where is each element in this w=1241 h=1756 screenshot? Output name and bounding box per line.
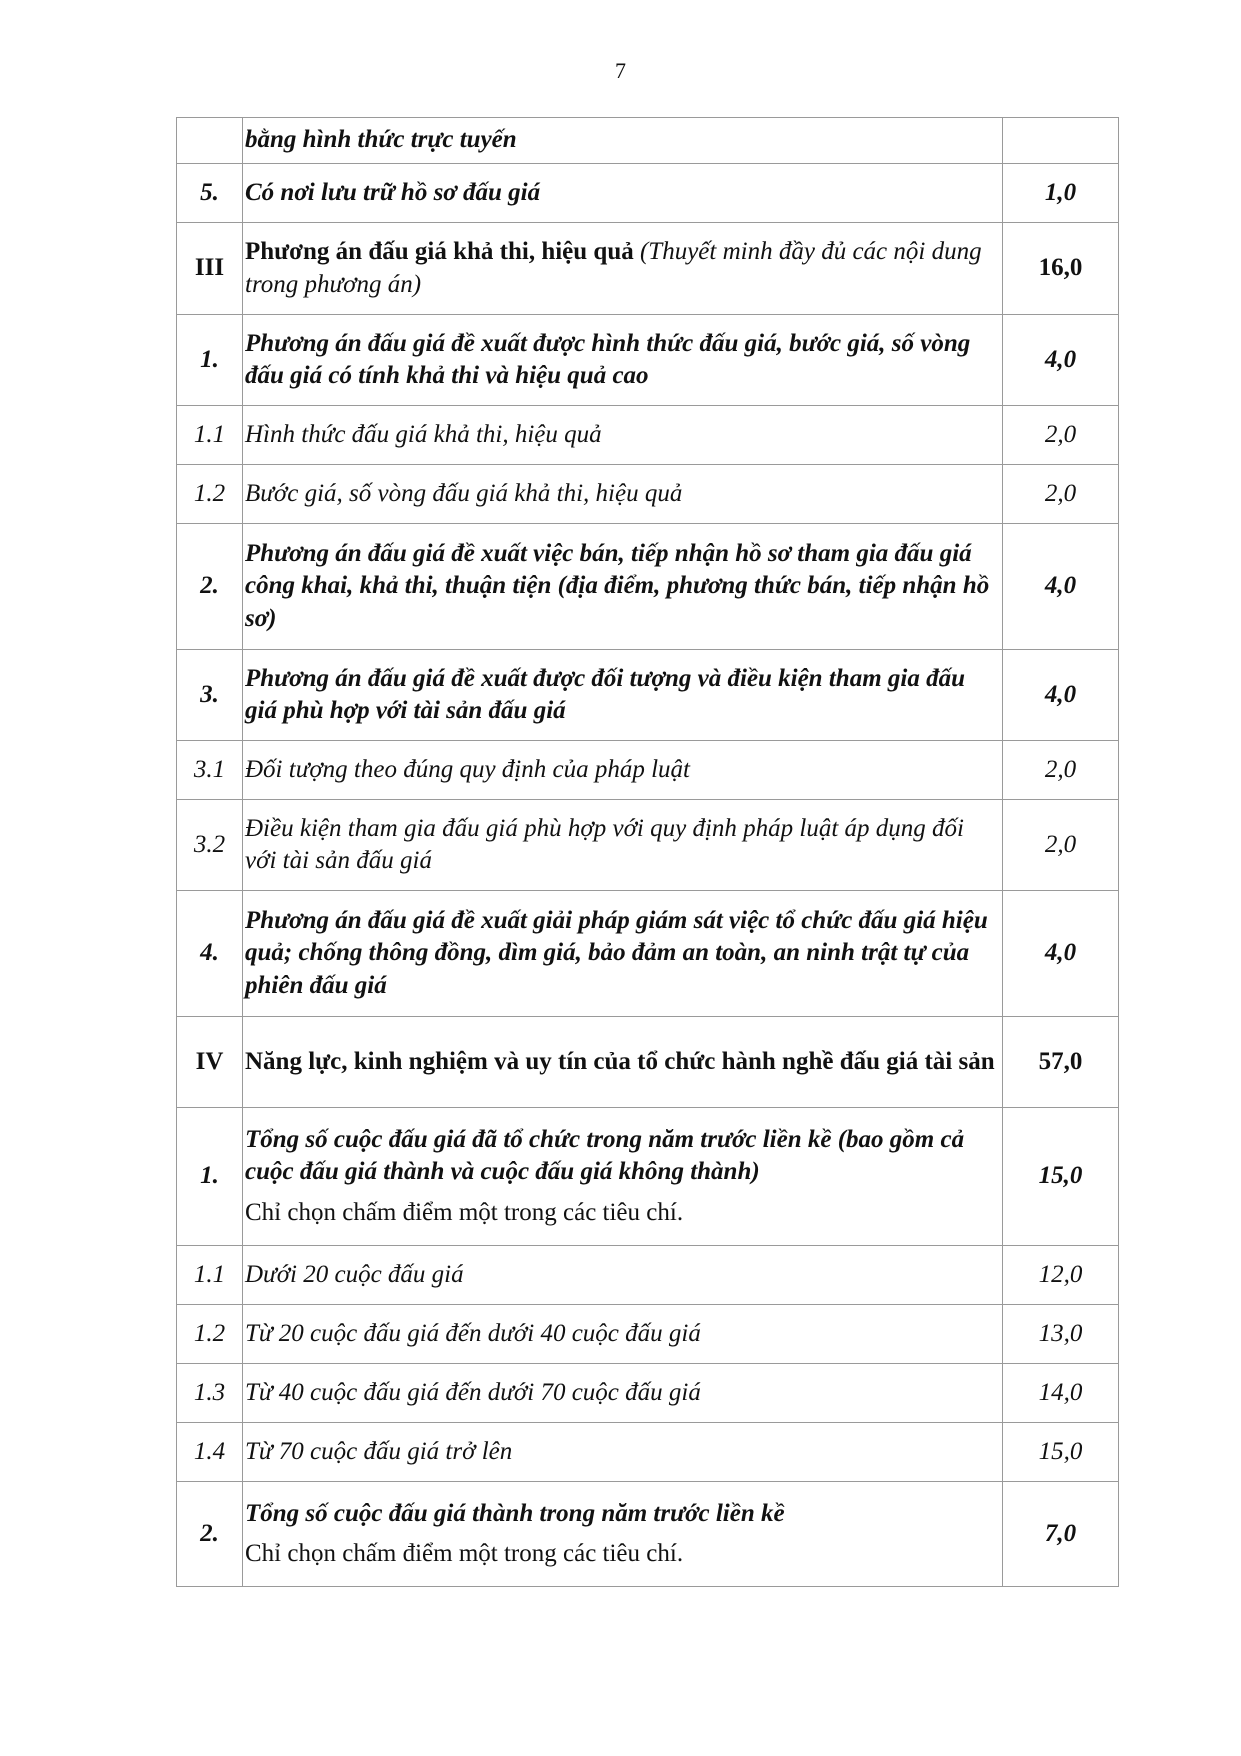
row-index: 3. [177,650,243,741]
criteria-text: Phương án đấu giá đề xuất giải pháp giám sát việc tổ chức đấu giá hiệu quả; chống thông đồng, dìm giá, bảo đảm an toàn, an ninh trật tự của phiên đấu giá [245,906,988,999]
row-points: 16,0 [1003,223,1119,315]
row-points: 2,0 [1003,465,1119,524]
row-index: 2. [177,524,243,650]
criteria-note: Chỉ chọn chấm điểm một trong các tiêu chí. [245,1198,684,1226]
row-points: 14,0 [1003,1364,1119,1423]
row-index: IV [177,1017,243,1108]
row-points: 15,0 [1003,1108,1119,1246]
scoring-table [176,117,1119,1587]
row-criteria [243,315,1003,406]
row-criteria [243,465,1003,524]
table-row [177,891,1119,1017]
criteria-text: Bước giá, số vòng đấu giá khả thi, hiệu quả [245,479,683,507]
criteria-note: Chỉ chọn chấm điểm một trong các tiêu chí. [245,1540,684,1567]
row-index: 1.2 [177,465,243,524]
row-points: 15,0 [1003,1423,1119,1482]
table-row [177,1246,1119,1305]
row-points: 1,0 [1003,164,1119,223]
row-points: 2,0 [1003,406,1119,465]
row-index: 1. [177,315,243,406]
scoring-table-body [177,118,1119,1587]
table-row [177,650,1119,741]
row-index: 3.1 [177,741,243,800]
row-index: 1.4 [177,1423,243,1482]
criteria-text: Phương án đấu giá đề xuất được đối tượng và điều kiện tham gia đấu giá phù hợp với tài sản đấu giá [245,664,965,724]
row-points: 57,0 [1003,1017,1119,1108]
criteria-text: Phương án đấu giá khả thi, hiệu quả [245,238,634,265]
row-points: 4,0 [1003,891,1119,1017]
row-index: 1.1 [177,1246,243,1305]
criteria-text: bằng hình thức trực tuyến [245,126,517,154]
criteria-text: Từ 40 cuộc đấu giá đến dưới 70 cuộc đấu giá [245,1378,701,1406]
criteria-text: Tổng số cuộc đấu giá đã tổ chức trong năm trước liền kề (bao gồm cả cuộc đấu giá thành và cuộc đấu giá không thành) [245,1125,965,1186]
table-row [177,1017,1119,1108]
table-row [177,164,1119,223]
row-criteria [243,1364,1003,1423]
row-index: 3.2 [177,800,243,891]
row-criteria [243,891,1003,1017]
row-criteria [243,406,1003,465]
row-index: 1.2 [177,1305,243,1364]
table-row [177,1482,1119,1587]
row-index: 1.3 [177,1364,243,1423]
row-criteria [243,1305,1003,1364]
criteria-text: Điều kiện tham gia đấu giá phù hợp với quy định pháp luật áp dụng đối với tài sản đấu giá [245,814,964,874]
table-row [177,1108,1119,1246]
row-index [177,118,243,164]
table-row [177,223,1119,315]
criteria-text: Từ 70 cuộc đấu giá trở lên [245,1437,513,1465]
criteria-text: Có nơi lưu trữ hồ sơ đấu giá [245,178,541,206]
row-points: 13,0 [1003,1305,1119,1364]
row-criteria [243,223,1003,315]
table-row [177,1305,1119,1364]
row-points: 4,0 [1003,315,1119,406]
criteria-explanation: (Thuyết minh đầy đủ các nội dung trong phương án) [245,238,982,298]
table-row [177,1364,1119,1423]
row-index: 4. [177,891,243,1017]
criteria-text: Hình thức đấu giá khả thi, hiệu quả [245,420,602,448]
table-row [177,524,1119,650]
row-index: 1.1 [177,406,243,465]
row-criteria [243,1108,1003,1246]
table-row [177,465,1119,524]
row-criteria [243,164,1003,223]
table-row [177,1423,1119,1482]
row-index: 1. [177,1108,243,1246]
row-points: 2,0 [1003,800,1119,891]
row-criteria [243,800,1003,891]
row-criteria [243,1017,1003,1108]
row-criteria [243,1423,1003,1482]
criteria-text: Đối tượng theo đúng quy định của pháp luật [245,755,690,783]
criteria-text: Năng lực, kinh nghiệm và uy tín của tổ chức hành nghề đấu giá tài sản [245,1047,995,1075]
row-points: 4,0 [1003,524,1119,650]
criteria-text: Từ 20 cuộc đấu giá đến dưới 40 cuộc đấu giá [245,1319,701,1347]
table-row [177,800,1119,891]
row-criteria [243,118,1003,164]
row-points: 7,0 [1003,1482,1119,1587]
criteria-text: Tổng số cuộc đấu giá thành trong năm trước liền kề [245,1499,785,1527]
criteria-text: Phương án đấu giá đề xuất việc bán, tiếp nhận hồ sơ tham gia đấu giá công khai, khả thi, thuận tiện (địa điểm, phương thức bán, tiếp nhận hồ sơ) [245,539,990,632]
row-criteria [243,1246,1003,1305]
row-criteria [243,524,1003,650]
row-criteria [243,1482,1003,1587]
row-index: 2. [177,1482,243,1587]
page-number: 7 [615,58,626,83]
row-points [1003,118,1119,164]
table-row [177,406,1119,465]
row-criteria [243,741,1003,800]
row-points: 4,0 [1003,650,1119,741]
criteria-text: Phương án đấu giá đề xuất được hình thức đấu giá, bước giá, số vòng đấu giá có tính khả thi và hiệu quả cao [245,329,971,389]
criteria-text: Dưới 20 cuộc đấu giá [245,1260,464,1288]
row-points: 2,0 [1003,741,1119,800]
row-points: 12,0 [1003,1246,1119,1305]
table-row [177,741,1119,800]
row-criteria [243,650,1003,741]
table-row [177,315,1119,406]
table-row [177,118,1119,164]
row-index: III [177,223,243,315]
row-index: 5. [177,164,243,223]
